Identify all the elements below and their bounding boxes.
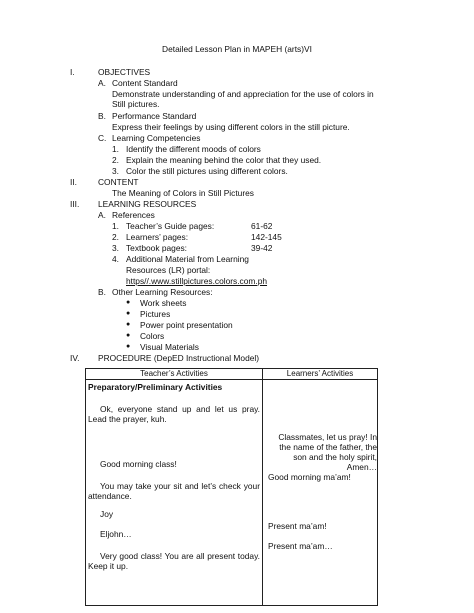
bullet-icon: ●	[126, 332, 131, 339]
learner-activities-cell	[263, 380, 378, 606]
other-resource-item: Visual Materials	[140, 342, 199, 352]
other-resources-heading: Other Learning Resources:	[112, 287, 213, 297]
section-numeral-resources: III.	[70, 199, 80, 209]
procedure-heading: PROCEDURE (DepED Instructional Model)	[98, 353, 260, 363]
teacher-activities-cell	[86, 380, 263, 606]
objectives-heading: OBJECTIVES	[98, 67, 151, 77]
learner-line: Present ma’am!	[268, 521, 327, 531]
document-title: Detailed Lesson Plan in MAPEH (arts)VI	[162, 44, 312, 54]
content-standard-heading: Content Standard	[112, 78, 178, 88]
learning-resources-heading: LEARNING RESOURCES	[98, 199, 197, 209]
competency-number: 3.	[112, 166, 119, 176]
competency-item: Explain the meaning behind the color that they used.	[126, 155, 322, 165]
bullet-icon: ●	[126, 310, 131, 317]
learning-competencies-heading: Learning Competencies	[112, 133, 201, 143]
content-heading: CONTENT	[98, 177, 139, 187]
reference-number: 2.	[112, 232, 119, 242]
other-resource-item: Pictures	[140, 309, 171, 319]
competency-item: Identify the different moods of colors	[126, 144, 261, 154]
content-text: The Meaning of Colors in Still Pictures	[112, 188, 254, 198]
performance-standard-text: Express their feelings by using different colors in the still picture.	[112, 122, 350, 132]
resources-a-letter: A.	[98, 210, 106, 220]
other-resource-item: Work sheets	[140, 298, 187, 308]
competency-number: 2.	[112, 155, 119, 165]
teacher-line: Eljohn…	[100, 529, 132, 539]
other-resource-item: Colors	[140, 331, 165, 341]
teacher-line: Ok, everyone stand up and let us pray. Lead the prayer, kuh.	[88, 404, 260, 425]
other-resource-item: Power point presentation	[140, 320, 233, 330]
content-standard-text: Demonstrate understanding of and appreciation for the use of colors in Still pictures.	[112, 89, 374, 110]
teacher-line: Good morning class!	[100, 459, 177, 469]
teacher-line: Joy	[100, 509, 114, 519]
reference-value: 142-145	[251, 232, 282, 242]
bullet-icon: ●	[126, 321, 131, 328]
reference-label: Textbook pages:	[126, 243, 187, 253]
reference-label: Teacher’s Guide pages:	[126, 221, 215, 231]
references-heading: References	[112, 210, 155, 220]
section-label: Preparatory/Preliminary Activities	[88, 382, 223, 392]
resources-b-letter: B.	[98, 287, 106, 297]
teacher-line: You may take your sit and let’s check your attendance.	[88, 481, 260, 502]
reference-label: Additional Material from Learning	[126, 254, 249, 264]
learner-activities-header: Learners’ Activities	[263, 369, 378, 380]
teacher-line: Very good class! You are all present today. Keep it up.	[88, 551, 260, 572]
learner-line: Present ma’am…	[268, 541, 333, 551]
objective-a-letter: A.	[98, 78, 106, 88]
learner-line: Classmates, let us pray! In the name of the father, the son and the holy spirit, Amen…	[278, 432, 377, 473]
section-numeral-content: II.	[70, 177, 77, 187]
section-numeral-procedure: IV.	[70, 353, 80, 363]
reference-label-continued: Resources (LR) portal:	[126, 265, 211, 275]
performance-standard-heading: Performance Standard	[112, 111, 197, 121]
section-numeral-objectives: I.	[70, 67, 75, 77]
competency-item: Color the still pictures using different colors.	[126, 166, 288, 176]
reference-number: 3.	[112, 243, 119, 253]
bullet-icon: ●	[126, 343, 131, 350]
objective-b-letter: B.	[98, 111, 106, 121]
reference-value: 39-42	[251, 243, 273, 253]
reference-number: 4.	[112, 254, 119, 264]
teacher-activities-header: Teacher’s Activities	[86, 369, 263, 380]
procedure-table	[85, 368, 378, 606]
reference-number: 1.	[112, 221, 119, 231]
learner-line: Good morning ma’am!	[268, 472, 351, 482]
reference-value: 61-62	[251, 221, 273, 231]
objective-c-letter: C.	[98, 133, 107, 143]
bullet-icon: ●	[126, 299, 131, 306]
competency-number: 1.	[112, 144, 119, 154]
lr-portal-link[interactable]: https//.www.stillpictures.colors.com.ph	[126, 276, 268, 286]
reference-label: Learners’ pages:	[126, 232, 189, 242]
